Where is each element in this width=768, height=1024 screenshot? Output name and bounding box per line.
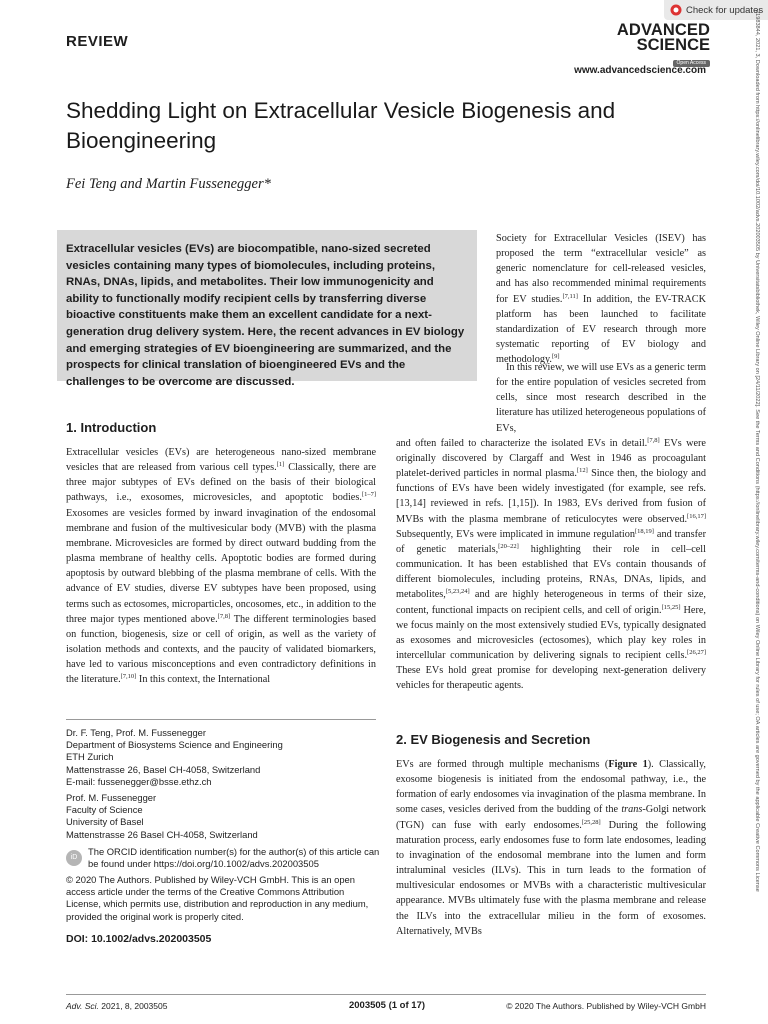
- check-updates-icon: [670, 4, 682, 16]
- affiliations: [66, 727, 386, 845]
- right-column-text-top: [496, 231, 706, 367]
- section2-body: [396, 757, 706, 939]
- paragraph: and often failed to characterize the isolated EVs in detail.[7,8] EVs were originally discovered by Clargaff and West in 1946 as procoagulant platelet-derived particles in normal plasma.[12] Since then, the biology and functions of EVs have been widely investigated (for example, see refs. [13,14] reviewed in refs. [1,15]). In 1983, EVs derived from fusion of MVBs with the plasma membrane of reticulocytes were observed.[16,17] Subsequently, EVs were implicated in immune regulation[18,19] and transfer of genetic materials,[20–22] highlighting their role in cell–cell communication. It has been established that EVs contain thousands of different biomolecules, including proteins, RNAs, DNAs, lipids, and metabolites,[5,23,24] and are highly heterogeneous in terms of their size, content, functional impacts on recipient cells, and cell of origin.[15,25] Here, we focus mainly on the most extensively studied EVs, typically designated as exosomes and microvesicles (ectosomes), which play key roles in intercellular communication by delivering signals to recipient cells.[26,27] These EVs hold great promise for developing next-generation delivery vehicles for therapeutic agents.: [396, 436, 706, 692]
- abstract-box: Extracellular vesicles (EVs) are biocompatible, nano-sized secreted vesicles containing many types of biomolecules, including proteins, RNAs, DNAs, lipids, and metabolites. Their low immunogenicity and ability to functionally modify recipient cells by transferring diverse bioactive constituents make them an excellent candidate for a next-generation drug delivery system. Here, the recent advances in EV biology and emerging strategies of EV bioengineering are summarized, and the prospects for clinical translation of bioengineered EVs and the challenges to be overcome are discussed.: [57, 230, 477, 381]
- paragraph: Society for Extracellular Vesicles (ISEV) has proposed the term “extracellular vesicle” as generic nomenclature for cell-released vesicles, and has also recommended minimal requirements for EV studies.[7,11] In addition, the EV-TRACK platform has been launched to facilitate standardization of EV research through more systematic reporting of EV biology and methodology.[9]: [496, 233, 707, 366]
- affiliation-line: Faculty of Science: [66, 804, 143, 816]
- journal-logo: [600, 23, 710, 68]
- introduction-body: [66, 445, 376, 688]
- paragraph: In this review, we will use EVs as a generic term for the entire population of vesicles secreted from cells, since most research described in the literature has utilized heterogeneous populations of EVs,: [496, 362, 707, 434]
- journal-url-link[interactable]: www.advancedscience.com: [574, 65, 706, 76]
- footer-copyright: © 2020 The Authors. Published by Wiley-VCH GmbH: [506, 1001, 706, 1011]
- section-heading-biogenesis: 2. EV Biogenesis and Secretion: [396, 732, 591, 747]
- download-side-note: 21983844, 2021, 3, Downloaded from https://onlinelibrary.wiley.com/doi/10.1002/advs.202003505 by Universitatsbibliothek, Wiley Online Library on [24/11/2022]. See the Terms and Conditions (https://onlinelibrary.wiley.com/terms-and-conditions) on Wiley Online Library for rules of use; OA articles are governed by the applicable Creative Commons License: [754, 10, 760, 892]
- affiliation-line: ETH Zurich: [66, 751, 114, 763]
- affiliation-line: Prof. M. Fussenegger: [66, 792, 157, 804]
- affiliation-line: Mattenstrasse 26 Basel CH-4058, Switzerland: [66, 828, 258, 840]
- affiliation-line: Mattenstrasse 26, Basel CH-4058, Switzerland: [66, 763, 261, 775]
- footer-divider: [66, 994, 706, 995]
- paragraph: Extracellular vesicles (EVs) are heterogeneous nano-sized membrane vesicles that are released from various cell types.[1] Classically, there are three major subtypes of EVs defined on the basis of their biological pathways, i.e., exosomes, microvesicles, and apoptotic bodies.[1–7] Exosomes are vesicles formed by inward invagination of the endosomal membrane and fusion of the multivesicular body (MVB) with the plasma membrane. Microvesicles are formed by direct outward budding from the plasma membrane of healthy cells. Apoptotic bodies are formed during apoptosis by outward blebbing of the plasma membrane of cells. With the advance of EV studies, diverse EV subtypes have been proposed, using terms such as ectosomes, microparticles, oncosomes, etc., in addition to the three major types mentioned above.[7,8] The different terminologies based on function, biogenesis, size or cell of origin, as well as the variety of isolation methods and contexts, and the paucity of validated biomarkers, have led to various misconceptions and even contradictory definitions in the literature.[7,10] In this context, the International: [66, 447, 376, 686]
- affiliation-block: [66, 727, 386, 788]
- journal-logo-line2: SCIENCE: [636, 36, 710, 55]
- open-access-badge: Open Access: [673, 60, 710, 67]
- footer-journal: Adv. Sci.: [66, 1001, 99, 1011]
- footer-volume: 2021, 8, 2003505: [98, 1001, 168, 1011]
- affiliation-divider: [66, 719, 376, 720]
- section-heading-introduction: 1. Introduction: [66, 420, 157, 435]
- orcid-note: [66, 846, 386, 870]
- author-email[interactable]: E-mail: fussenegger@bsse.ethz.ch: [66, 775, 212, 787]
- section-label: REVIEW: [66, 33, 129, 50]
- affiliation-line: University of Basel: [66, 816, 144, 828]
- right-column-text-mid: [396, 360, 706, 693]
- orcid-note-text[interactable]: The ORCID identification number(s) for the author(s) of this article can be found under https://doi.org/10.1002/advs.202003505: [88, 846, 380, 870]
- check-updates-label: Check for updates: [686, 4, 764, 16]
- affiliation-line: Dr. F. Teng, Prof. M. Fussenegger: [66, 727, 206, 738]
- paragraph: EVs are formed through multiple mechanisms (Figure 1). Classically, exosome biogenesis is initiated from the endosomal pathway, i.e., the formation of early endosomes via invagination of the plasma membrane. In some cases, vesicles derived from the budding of the trans-Golgi network (TGN) can fuse with early endosomes.[25,28] During the following maturation process, early endosomes fuse to form late endosomes, leading to invagination of the endosomal membrane into the lumen and form intraluminal vesicles (ILVs). This in turn leads to the formation of multivesicular endosomes or MVBs with a characteristic multivesicular appearance. MVBs ultimately fuse with the plasma membrane and release the ILVs into the extracellular milieu in the form of exosomes. Alternatively, MVBs: [396, 759, 707, 937]
- doi-link[interactable]: DOI: 10.1002/advs.202003505: [66, 933, 212, 945]
- affiliation-line: Department of Biosystems Science and Engineering: [66, 739, 283, 751]
- license-note: © 2020 The Authors. Published by Wiley-VCH GmbH. This is an open access article under the terms of the Creative Commons Attribution License, which permits use, distribution and reproduction in any medium, provided the original work is properly cited.: [66, 874, 369, 922]
- affiliation-block: [66, 792, 386, 841]
- journal-logo-line1: ADVANCED: [616, 21, 710, 39]
- footer-citation: [66, 1001, 167, 1011]
- author-list: Fei Teng and Martin Fussenegger*: [66, 176, 271, 192]
- orcid-icon: iD: [66, 850, 82, 866]
- page-number: 2003505 (1 of 17): [348, 1000, 426, 1011]
- article-title: Shedding Light on Extracellular Vesicle Biogenesis and Bioengineering: [66, 98, 616, 153]
